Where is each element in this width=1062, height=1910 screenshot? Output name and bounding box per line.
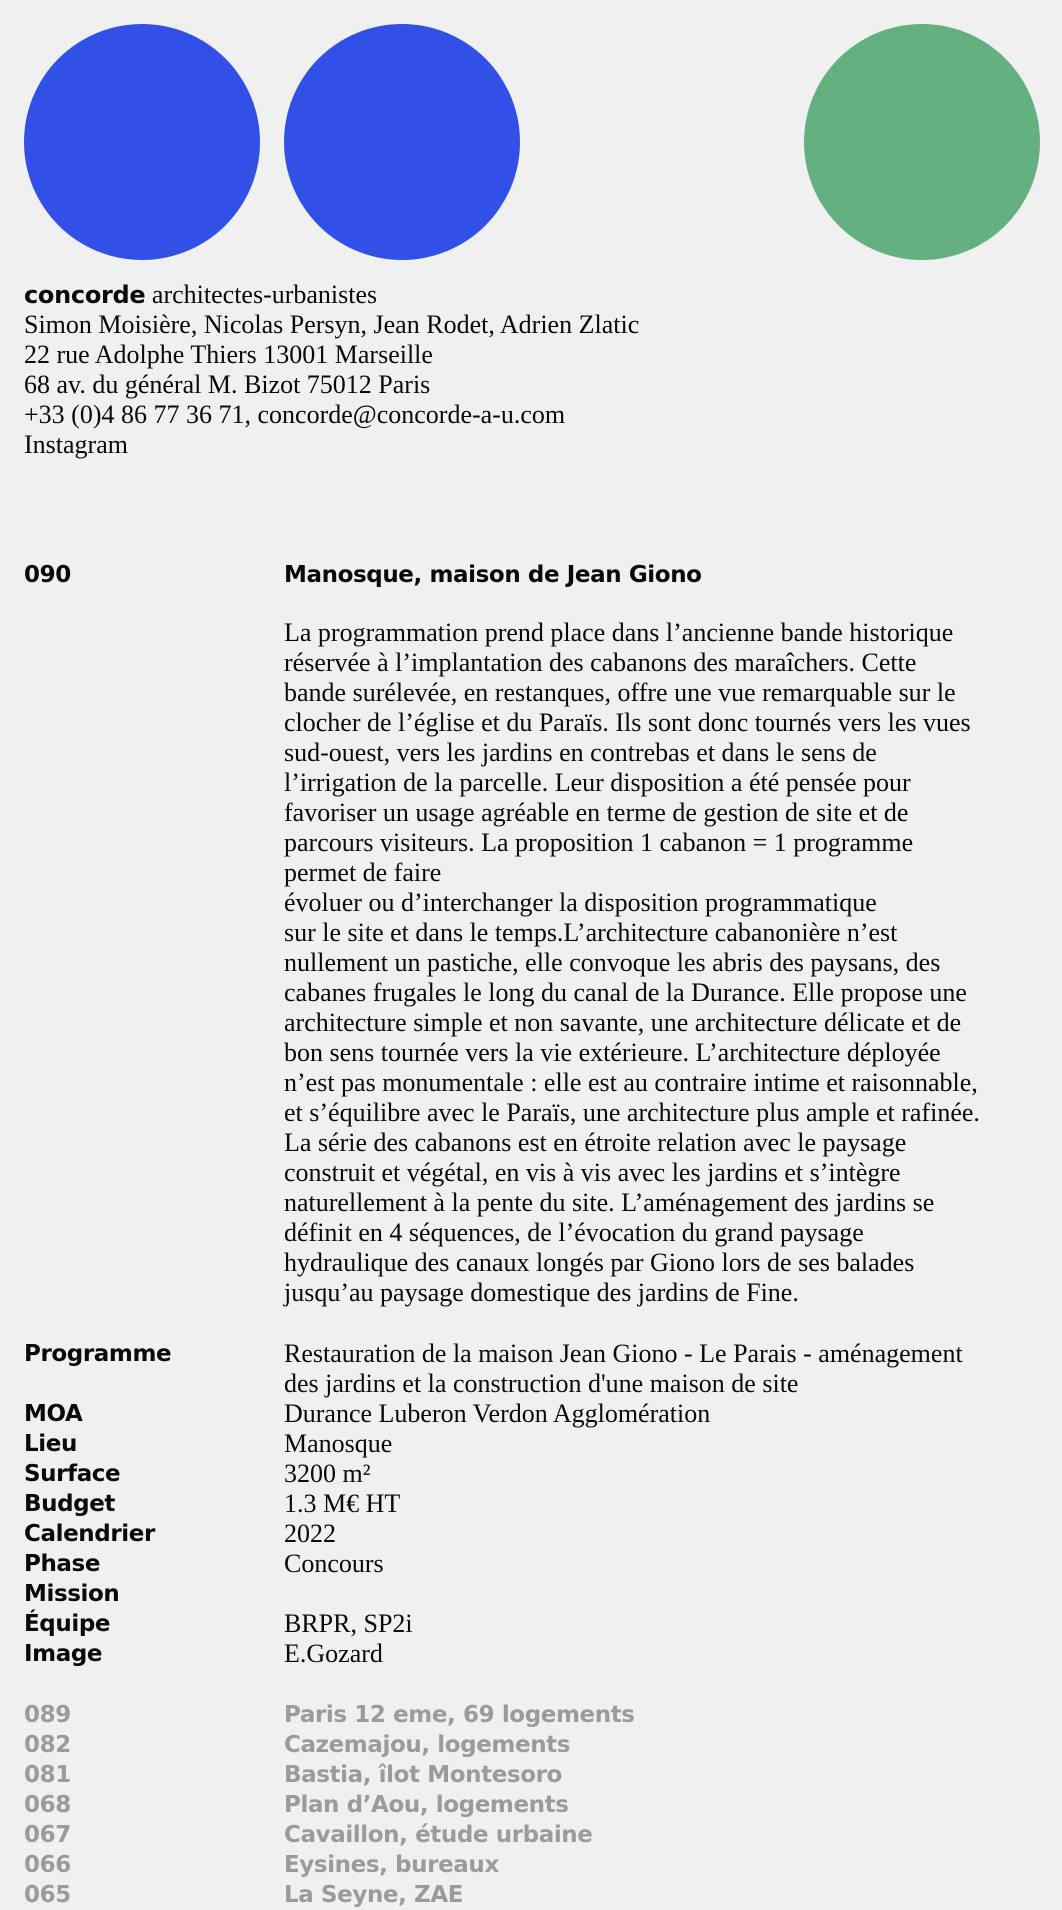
description-line: n’est pas monumentale : elle est au contraire intime et raisonnable, <box>284 1068 978 1097</box>
partners: Simon Moisière, Nicolas Persyn, Jean Rodet, Adrien Zlatic <box>24 310 640 339</box>
lieu-value: Manosque <box>284 1429 393 1458</box>
programme-label: Programme <box>24 1341 172 1367</box>
project-title[interactable]: Cavaillon, étude urbaine <box>284 1822 593 1848</box>
mission-label: Mission <box>24 1581 120 1607</box>
project-description <box>284 618 1054 1308</box>
description-line: définit en 4 séquences, de l’évocation du grand paysage <box>284 1218 864 1247</box>
description-line: hydraulique des canaux longés par Giono lors de ses balades <box>284 1248 915 1277</box>
budget-label: Budget <box>24 1491 116 1517</box>
programme-value <box>284 1339 1054 1399</box>
moa-value: Durance Luberon Verdon Agglomération <box>284 1399 711 1428</box>
project-title: Manosque, maison de Jean Giono <box>284 562 702 588</box>
contact-line <box>24 400 639 430</box>
project-title[interactable]: Plan d’Aou, logements <box>284 1792 569 1818</box>
green-circle-right[interactable] <box>804 24 1040 260</box>
description-line: réservée à l’implantation des cabanons des maraîchers. Cette <box>284 648 917 677</box>
surface-value: 3200 m² <box>284 1459 371 1488</box>
description-line: sud-ouest, vers les jardins en contrebas et dans le sens de <box>284 738 877 767</box>
project-title[interactable]: Cazemajou, logements <box>284 1732 571 1758</box>
image-credit-value: E.Gozard <box>284 1639 383 1668</box>
detail-row-moa <box>24 1399 1054 1429</box>
mission-value <box>284 1579 1054 1609</box>
description-line: parcours visiteurs. La proposition 1 cabanon = 1 programme <box>284 828 914 857</box>
project-number[interactable]: 089 <box>24 1702 71 1728</box>
description-line: et s’équilibre avec le Paraïs, une architecture plus ample et rafinée. <box>284 1098 980 1127</box>
detail-row-image <box>24 1639 1054 1669</box>
project-title[interactable]: Bastia, îlot Montesoro <box>284 1762 562 1788</box>
blue-circle-middle[interactable] <box>284 24 520 260</box>
description-line: bande surélevée, en restanques, offre une vue remarquable sur le <box>284 678 956 707</box>
programme-line: Restauration de la maison Jean Giono - Le Parais - aménagement <box>284 1339 963 1368</box>
studio-name-line <box>24 280 639 310</box>
description-line: bon sens tournée vers la vie extérieure. L’architecture déployée <box>284 1038 941 1067</box>
description-line: naturellement à la pente du site. L’aménagement des jardins se <box>284 1188 935 1217</box>
description-line: sur le site et dans le temps.L’architecture cabanonière n’est <box>284 918 898 947</box>
description-line: permet de faire <box>284 858 442 887</box>
blue-circle-left[interactable] <box>24 24 260 260</box>
brand-suffix: architectes-urbanistes <box>145 280 378 309</box>
project-link-068[interactable] <box>24 1790 1054 1820</box>
budget-value: 1.3 M€ HT <box>284 1489 401 1518</box>
detail-row-mission <box>24 1579 1054 1609</box>
equipe-label: Équipe <box>24 1611 111 1637</box>
project-number[interactable]: 065 <box>24 1882 71 1908</box>
project-link-065[interactable] <box>24 1880 1054 1910</box>
phase-label: Phase <box>24 1551 101 1577</box>
project-link-081[interactable] <box>24 1760 1054 1790</box>
description-line: évoluer ou d’interchanger la disposition programmatique <box>284 888 877 917</box>
project-title[interactable]: Eysines, bureaux <box>284 1852 499 1878</box>
project-title[interactable]: La Seyne, ZAE <box>284 1882 464 1908</box>
project-link-067[interactable] <box>24 1820 1054 1850</box>
project-number[interactable]: 082 <box>24 1732 71 1758</box>
project-link-089[interactable] <box>24 1700 1054 1730</box>
detail-row-phase <box>24 1549 1054 1579</box>
phase-value: Concours <box>284 1549 384 1578</box>
project-title[interactable]: Paris 12 eme, 69 logements <box>284 1702 635 1728</box>
description-line: nullement un pastiche, elle convoque les abris des paysans, des <box>284 948 941 977</box>
detail-row-calendrier <box>24 1519 1054 1549</box>
studio-info <box>24 280 639 460</box>
instagram-link[interactable] <box>24 430 639 460</box>
detail-row-budget <box>24 1489 1054 1519</box>
lieu-label: Lieu <box>24 1431 77 1457</box>
description-line: construit et végétal, en vis à vis avec les jardins et s’intègre <box>284 1158 901 1187</box>
description-line: La série des cabanons est en étroite relation avec le paysage <box>284 1128 907 1157</box>
project-link-082[interactable] <box>24 1730 1054 1760</box>
email-link[interactable]: concorde@concorde-a-u.com <box>257 400 566 429</box>
detail-row-surface <box>24 1459 1054 1489</box>
description-line: l’irrigation de la parcelle. Leur disposition a été pensée pour <box>284 768 911 797</box>
description-line: jusqu’au paysage domestique des jardins de Fine. <box>284 1278 799 1307</box>
detail-row-programme <box>24 1339 1054 1399</box>
equipe-value: BRPR, SP2i <box>284 1609 413 1638</box>
project-link-066[interactable] <box>24 1850 1054 1880</box>
surface-label: Surface <box>24 1461 121 1487</box>
address-marseille: 22 rue Adolphe Thiers 13001 Marseille <box>24 340 433 369</box>
description-line: clocher de l’église et du Paraïs. Ils sont donc tournés vers les vues <box>284 708 971 737</box>
project-number[interactable]: 081 <box>24 1762 71 1788</box>
calendrier-value: 2022 <box>284 1519 336 1548</box>
instagram-link-text[interactable]: Instagram <box>24 430 128 459</box>
description-line: cabanes frugales le long du canal de la Durance. Elle propose une <box>284 978 967 1007</box>
moa-label: MOA <box>24 1401 83 1427</box>
project-list <box>24 1700 1054 1910</box>
description-line: La programmation prend place dans l’ancienne bande historique <box>284 618 954 647</box>
brand-logo[interactable]: concorde <box>24 281 146 309</box>
project-number[interactable]: 068 <box>24 1792 71 1818</box>
detail-row-equipe <box>24 1609 1054 1639</box>
project-number: 090 <box>24 562 71 588</box>
project-number[interactable]: 066 <box>24 1852 71 1878</box>
detail-row-lieu <box>24 1429 1054 1459</box>
contact-separator: , <box>244 400 258 429</box>
project-number[interactable]: 067 <box>24 1822 71 1848</box>
phone-link[interactable]: +33 (0)4 86 77 36 71 <box>24 400 245 429</box>
description-line: architecture simple et non savante, une architecture délicate et de <box>284 1008 962 1037</box>
description-line: favoriser un usage agréable en terme de gestion de site et de <box>284 798 909 827</box>
project-details <box>24 1339 1054 1669</box>
image-label: Image <box>24 1641 103 1667</box>
calendrier-label: Calendrier <box>24 1521 155 1547</box>
address-paris: 68 av. du général M. Bizot 75012 Paris <box>24 370 431 399</box>
programme-line: des jardins et la construction d'une maison de site <box>284 1369 799 1398</box>
